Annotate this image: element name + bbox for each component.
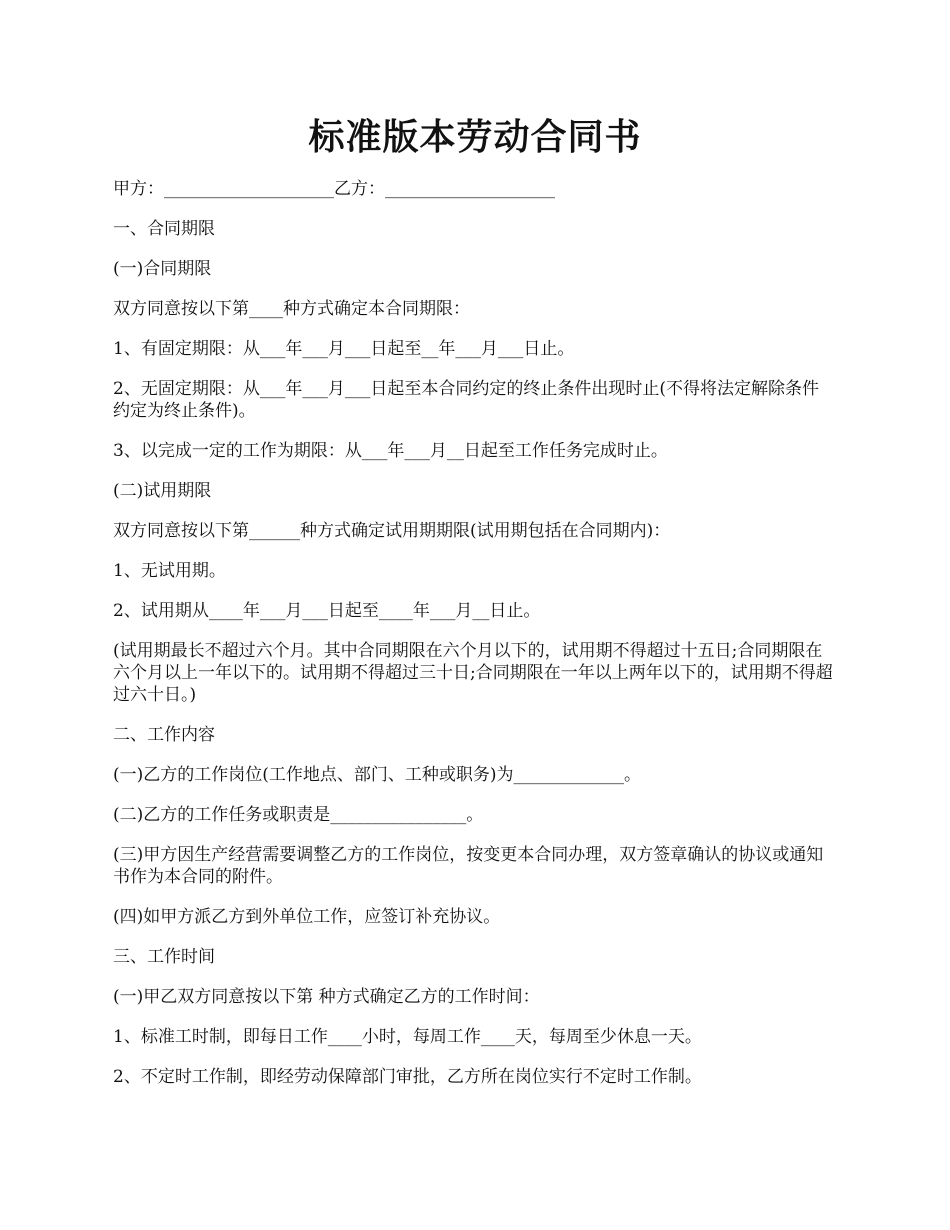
parties-line: 甲方：____________________乙方：____________________ [113,179,555,199]
list-item: 2、试用期从____年___月___日起至____年___月__日止。 [113,601,541,621]
list-item: 1、有固定期限：从___年___月___日起至__年___月___日止。 [113,339,575,359]
paragraph: 双方同意按以下第____种方式确定本合同期限： [113,299,470,319]
section-heading: 一、合同期限 [113,219,215,239]
paragraph: (一)乙方的工作岗位(工作地点、部门、工种或职务)为_____________。 [113,765,642,785]
section-heading: 三、工作时间 [113,947,215,967]
paragraph: 双方同意按以下第______种方式确定试用期期限(试用期包括在合同期内)： [113,521,671,541]
subsection-heading: (二)试用期限 [113,481,212,501]
document-title: 标准版本劳动合同书 [308,116,642,158]
list-item: 3、以完成一定的工作为期限：从___年___月__日起至工作任务完成时止。 [113,441,668,461]
paragraph: (三)甲方因生产经营需要调整乙方的工作岗位，按变更本合同办理，双方签章确认的协议或通知书作为本合同的附件。 [113,845,824,887]
subsection-heading: (一)合同期限 [113,259,212,279]
list-item: 1、无试用期。 [113,561,226,581]
paragraph: (四)如甲方派乙方到外单位工作，应签订补充协议。 [113,907,501,927]
list-item: 2、不定时工作制，即经劳动保障部门审批，乙方所在岗位实行不定时工作制。 [113,1067,702,1087]
section-heading: 二、工作内容 [113,725,215,745]
document-body [113,178,835,1106]
paragraph: (一)甲乙双方同意按以下第 种方式确定乙方的工作时间： [113,987,540,1007]
list-item: 1、标准工时制，即每日工作____小时，每周工作____天，每周至少休息一天。 [113,1027,702,1047]
list-item: 2、无固定期限：从___年___月___日起至本合同约定的终止条件出现时止(不得将法定解除条件约定为终止条件)。 [113,379,819,421]
note-paragraph: (试用期最长不超过六个月。其中合同期限在六个月以下的，试用期不得超过十五日;合同期限在六个月以上一年以下的。试用期不得超过三十日;合同期限在一年以上两年以下的，试用期不得超过六十日。) [113,641,833,705]
paragraph: (二)乙方的工作任务或职责是________________。 [113,805,484,825]
